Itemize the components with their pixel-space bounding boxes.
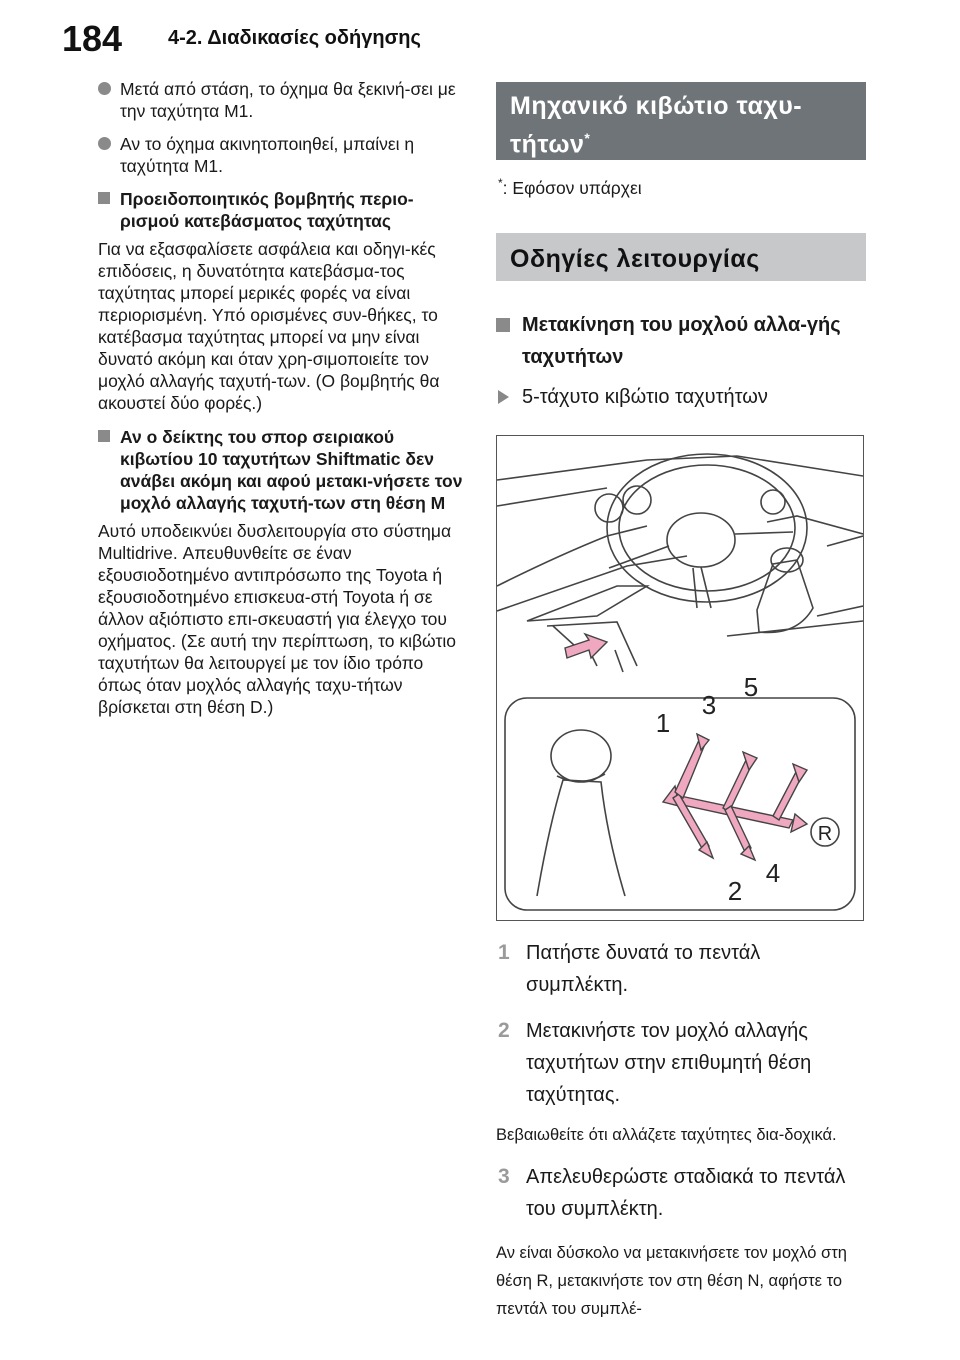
gear-shift-figure xyxy=(496,435,864,921)
triangle-bullet-icon xyxy=(498,390,509,404)
step-item: 3 Απελευθερώστε σταδιακά το πεντάλ του συμπλέκτη. xyxy=(498,1164,846,1220)
note-reverse-gear: Αν είναι δύσκολο να μετακινήσετε τον μοχλό στη θέση R, μετακινήστε τον στη θέση N, αφήστε το πεντάλ του συμπλέ- xyxy=(496,1243,847,1318)
gear-label-4: 4 xyxy=(765,857,781,888)
bullet-dot-icon xyxy=(98,82,111,95)
note-sequential-shifting: Βεβαιωθείτε ότι αλλάζετε ταχύτητες δια-δοχικά. xyxy=(496,1125,837,1144)
shift-boot xyxy=(757,560,813,633)
page-number: 184 xyxy=(62,18,123,59)
shift-lever-heading: Μετακίνηση του μοχλού αλλα-γής ταχυτήτων xyxy=(496,309,866,373)
gauge xyxy=(595,494,623,522)
right-column xyxy=(496,82,866,1323)
section-heading-downshift-buzzer: Προειδοποιητικός βομβητής περιο-ρισμού κατεβάσματος ταχύτητας xyxy=(98,188,468,232)
section-body-downshift-buzzer: Για να εξασφαλίσετε ασφάλεια και οδηγι-κές επιδόσεις, η δυνατότητα κατεβάσμα-τος ταχύτητας μπορεί μερικές φορές να είναι περιορισμένη. Υπό ορισμένες συν-θήκες, το κατέβασμα ταχύτητας μπορεί να μην είναι δυνατό ακόμη και όταν χρη-σιμοποιείτε τον μοχλό αλλαγής ταχυτή-των. (Ο βομβητής θα ακουστεί δύο φορές.) xyxy=(98,239,440,413)
square-bullet-icon xyxy=(496,318,510,332)
step-item: 1 Πατήστε δυνατά το πεντάλ συμπλέκτη. xyxy=(498,940,761,996)
bullet-dot-icon xyxy=(98,137,111,150)
square-bullet-icon xyxy=(98,430,110,442)
gear-label-5: 5 xyxy=(743,671,759,702)
bullet-item: Αν το όχημα ακινητοποιηθεί, μπαίνει η ταχύτητα M1. xyxy=(98,133,468,177)
transmission-variant: 5-τάχυτο κιβώτιο ταχυτήτων xyxy=(496,383,866,411)
square-bullet-icon xyxy=(98,192,110,204)
section-body-shiftmatic-indicator: Αυτό υποδεικνύει δυσλειτουργία στο σύστημα Multidrive. Απευθυνθείτε σε έναν εξουσιοδοτημένο αντιπρόσωπο της Toyota ή εξουσιοδοτημένο επισκευα-στή Toyota ή σε άλλον αξιόπιστο επι-σκευαστή για έλεγχο του οχήματος. (Σε αυτή την περίπτωση, το κιβώτιο ταχυτήτων θα λειτουργεί με τον ίδιο τρόπο όπως όταν μοχλός αλλαγής ταχυ-τήτων βρίσκεται στη θέση D.) xyxy=(98,521,456,717)
bullet-item: Μετά από στάση, το όχημα θα ξεκινή-σει με την ταχύτητα M1. xyxy=(98,78,468,122)
chapter-title: 4-2. Διαδικασίες οδήγησης xyxy=(168,27,421,49)
clutch-press-arrow-icon xyxy=(565,634,607,658)
step-item: 2 Μετακινήστε τον μοχλό αλλαγής ταχυτήτων στην επιθυμητή θέση ταχύτητας. xyxy=(498,1018,812,1106)
page-header xyxy=(0,0,960,80)
gear-label-1: 1 xyxy=(655,707,671,738)
gear-label-3: 3 xyxy=(701,689,717,720)
manual-transmission-banner: Μηχανικό κιβώτιο ταχυ-τήτων* xyxy=(496,82,866,160)
gear-shift-illustration xyxy=(497,436,863,920)
left-column xyxy=(98,78,468,730)
gear-label-2: 2 xyxy=(727,875,743,906)
operating-instructions-banner: Οδηγίες λειτουργίας xyxy=(496,233,866,281)
gear-label-r: R xyxy=(817,822,833,845)
shift-knob xyxy=(771,548,803,572)
section-heading-shiftmatic-indicator: Αν ο δείκτης του σπορ σειριακού κιβωτίου 10 ταχυτήτων Shiftmatic δεν ανάβει ακόμη και αφού μετακι-νήσετε τον μοχλό αλλαγής ταχυτή-των στη θέση M xyxy=(98,426,468,514)
footnote: *: Εφόσον υπάρχει xyxy=(498,176,642,198)
